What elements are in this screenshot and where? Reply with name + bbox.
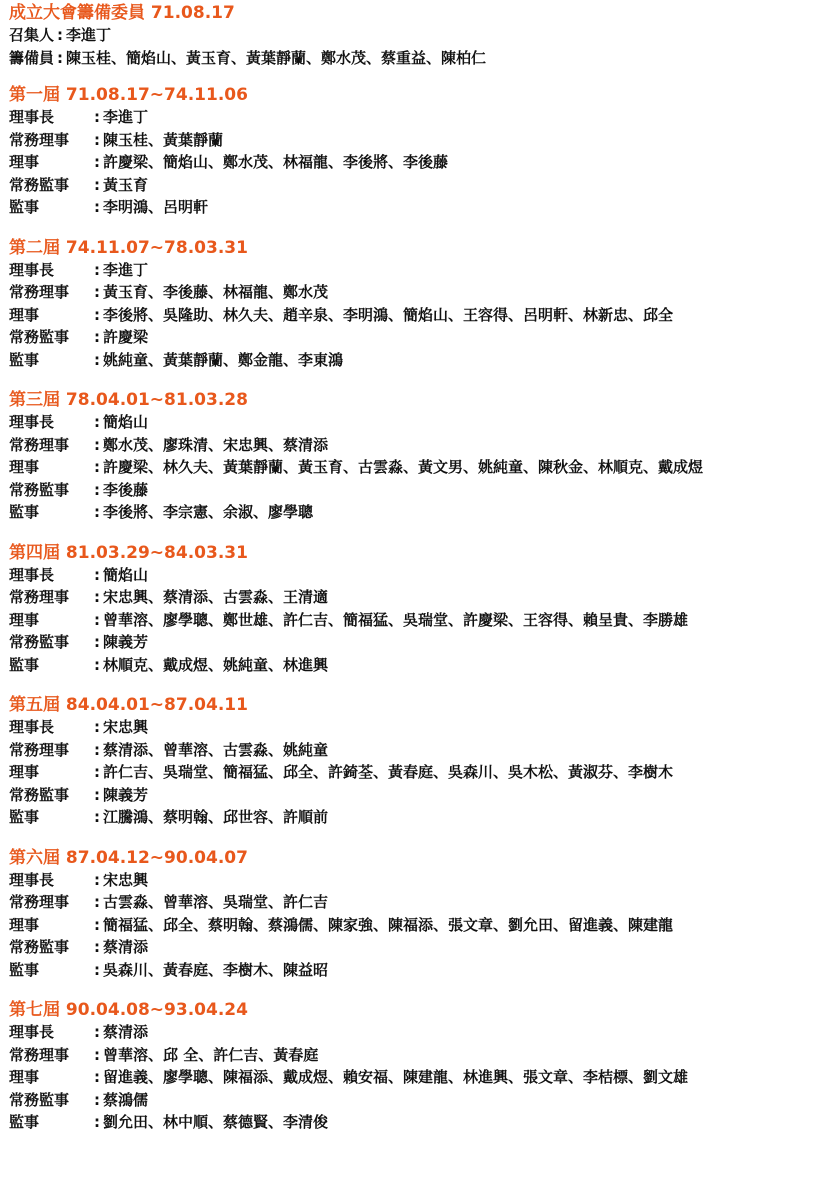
label-char: 監 — [9, 655, 25, 674]
label-char: 事 — [24, 458, 40, 476]
director-label — [9, 304, 91, 327]
standing-supervisor-value: 陳義芳 — [103, 633, 149, 651]
colon: : — [94, 153, 100, 171]
colon: : — [94, 588, 100, 606]
colon: : — [94, 283, 100, 301]
label-char: 事 — [24, 655, 40, 674]
standing-director-value: 鄭水茂、廖珠清、宋忠興、蔡清添 — [103, 435, 329, 454]
chairman-value: 簡焰山 — [103, 565, 149, 584]
chairman-label — [9, 259, 91, 282]
chairman-row — [9, 259, 840, 282]
label-char: 理 — [9, 260, 25, 279]
preparers-row — [9, 47, 840, 70]
standing-supervisor-row — [9, 936, 840, 959]
label-char: 理 — [9, 458, 25, 476]
standing-director-row — [9, 434, 840, 457]
term-heading: 第四屆 81.03.29~84.03.31 — [9, 542, 248, 563]
label-char: 理 — [9, 565, 25, 584]
label-char: 事 — [24, 763, 40, 781]
colon: : — [57, 26, 64, 44]
label-char: 事 — [24, 1023, 40, 1041]
label-char: 事 — [24, 960, 40, 979]
colon: : — [94, 480, 100, 499]
standing-director-row — [9, 1044, 840, 1067]
terms-list — [9, 69, 840, 1134]
term-heading: 第五屆 84.04.01~87.04.11 — [9, 695, 248, 715]
standing-director-row — [9, 891, 840, 914]
term-section-6 — [9, 847, 840, 982]
colon: : — [94, 915, 100, 934]
label-char: 事 — [24, 718, 40, 736]
label-char: 事 — [24, 808, 40, 826]
chairman-value: 李進丁 — [103, 260, 149, 279]
section-gap — [9, 219, 840, 237]
label-char: 事 — [24, 305, 40, 324]
label-char: 理 — [9, 108, 25, 126]
supervisor-label — [9, 501, 91, 524]
colon: : — [94, 328, 100, 346]
director-value: 簡福猛、邱全、蔡明翰、蔡鴻儒、陳家強、陳福添、張文章、劉允田、留進義、陳建龍 — [103, 915, 674, 934]
label-char: 長 — [39, 413, 55, 431]
label-char: 長 — [39, 260, 55, 279]
director-value: 許慶梁、簡焰山、鄭水茂、林福龍、李後將、李後藤 — [103, 153, 449, 171]
chairman-value: 宋忠興 — [103, 718, 149, 736]
supervisor-row — [9, 349, 840, 372]
colon: : — [94, 130, 100, 149]
label-char: 理 — [9, 915, 25, 934]
standing-supervisor-value: 黃玉育 — [103, 175, 149, 194]
director-label — [9, 914, 91, 937]
label-char: 事 — [24, 870, 40, 889]
term-heading: 第二屆 74.11.07~78.03.31 — [9, 237, 248, 258]
chairman-value: 簡焰山 — [103, 413, 149, 431]
supervisor-label — [9, 196, 91, 219]
founding-heading: 成立大會籌備委員 71.08.17 — [9, 3, 235, 23]
label-char: 監 — [9, 1113, 25, 1131]
director-value: 曾華溶、廖學聰、鄭世雄、許仁吉、簡福猛、吳瑞堂、許慶梁、王容得、賴呈貴、李勝雄 — [103, 610, 689, 629]
standing-supervisor-row — [9, 479, 840, 502]
colon: : — [94, 763, 100, 781]
chairman-label — [9, 716, 91, 739]
term-section-2 — [9, 237, 840, 372]
label-char: 理 — [9, 718, 25, 736]
standing-director-value: 古雲淼、曾華溶、吳瑞堂、許仁吉 — [103, 893, 329, 911]
supervisor-value: 江騰鴻、蔡明翰、邱世容、許順前 — [103, 808, 329, 826]
chairman-value: 李進丁 — [103, 108, 149, 126]
supervisor-value: 林順克、戴成煜、姚純童、林進興 — [103, 655, 329, 674]
director-row — [9, 914, 840, 937]
label-char: 事 — [24, 1068, 40, 1086]
supervisor-value: 吳森川、黃春庭、李樹木、陳益昭 — [103, 960, 329, 979]
section-gap — [9, 69, 840, 84]
standing-supervisor-value: 蔡清添 — [103, 938, 149, 956]
chairman-value: 蔡清添 — [103, 1023, 149, 1041]
standing-supervisor-label: 常務監事 — [9, 633, 70, 651]
label-char: 事 — [24, 915, 40, 934]
colon: : — [94, 893, 100, 911]
label-char: 理 — [9, 153, 25, 171]
supervisor-value: 李後將、李宗憲、余淑、廖學聰 — [103, 503, 314, 521]
colon: : — [94, 260, 100, 279]
label-char: 監 — [9, 503, 25, 521]
label-char: 理 — [9, 413, 25, 431]
chairman-value: 宋忠興 — [103, 870, 149, 889]
standing-director-row — [9, 281, 840, 304]
section-gap — [9, 829, 840, 847]
term-section-4 — [9, 542, 840, 677]
supervisor-value: 姚純童、黃葉靜蘭、鄭金龍、李東鴻 — [103, 350, 344, 369]
director-row — [9, 304, 840, 327]
colon: : — [94, 565, 100, 584]
supervisor-label — [9, 349, 91, 372]
chairman-row — [9, 869, 840, 892]
label-char: 長 — [39, 870, 55, 889]
founding-committee — [9, 2, 840, 69]
standing-director-value: 黃玉育、李後藤、林福龍、鄭水茂 — [103, 283, 329, 301]
colon: : — [94, 198, 100, 216]
label-char: 理 — [9, 1023, 25, 1041]
term-section-3 — [9, 389, 840, 524]
standing-director-label: 常務理事 — [9, 588, 70, 606]
standing-director-value: 陳玉桂、黃葉靜蘭 — [103, 130, 224, 149]
director-value: 許慶梁、林久夫、黃葉靜蘭、黃玉育、古雲淼、黃文男、姚純童、陳秋金、林順克、戴成煜 — [103, 458, 704, 476]
chairman-row — [9, 716, 840, 739]
standing-director-label: 常務理事 — [9, 1045, 70, 1064]
term-section-5 — [9, 694, 840, 829]
chairman-label — [9, 1021, 91, 1044]
label-char: 理 — [9, 610, 25, 629]
standing-director-row — [9, 739, 840, 762]
standing-director-row — [9, 129, 840, 152]
label-char: 事 — [24, 153, 40, 171]
supervisor-row — [9, 959, 840, 982]
label-char: 監 — [9, 350, 25, 369]
chairman-label — [9, 564, 91, 587]
label-char: 事 — [24, 350, 40, 369]
standing-supervisor-label: 常務監事 — [9, 785, 70, 804]
director-value: 留進義、廖學聰、陳福添、戴成煜、賴安福、陳建龍、林進興、張文章、李桔標、劉文雄 — [103, 1068, 689, 1086]
label-char: 事 — [24, 198, 40, 216]
standing-supervisor-label: 常務監事 — [9, 328, 70, 346]
supervisor-value: 劉允田、林中順、蔡德賢、李清俊 — [103, 1113, 329, 1131]
standing-supervisor-label: 常務監事 — [9, 938, 70, 956]
convener-row — [9, 24, 840, 47]
standing-supervisor-row — [9, 1089, 840, 1112]
label-char: 理 — [9, 1068, 25, 1086]
label-char: 監 — [9, 198, 25, 216]
colon: : — [94, 1113, 100, 1131]
director-value: 許仁吉、吳瑞堂、簡福猛、邱全、許錡荃、黃春庭、吳森川、吳木松、黃淑芬、李樹木 — [103, 763, 674, 781]
colon: : — [94, 175, 100, 194]
standing-supervisor-row — [9, 784, 840, 807]
chairman-label — [9, 411, 91, 434]
colon: : — [94, 633, 100, 651]
colon: : — [94, 503, 100, 521]
supervisor-value: 李明鴻、呂明軒 — [103, 198, 209, 216]
colon: : — [94, 718, 100, 736]
label-char: 長 — [39, 565, 55, 584]
supervisor-row — [9, 196, 840, 219]
convener-label: 召集人 — [9, 26, 55, 44]
director-label — [9, 1066, 91, 1089]
director-row — [9, 1066, 840, 1089]
standing-supervisor-row — [9, 326, 840, 349]
colon: : — [94, 938, 100, 956]
term-heading: 第一屆 71.08.17~74.11.06 — [9, 85, 248, 105]
standing-supervisor-label: 常務監事 — [9, 1090, 70, 1109]
chairman-row — [9, 106, 840, 129]
director-row — [9, 609, 840, 632]
colon: : — [94, 808, 100, 826]
supervisor-label — [9, 654, 91, 677]
section-gap — [9, 981, 840, 999]
preparers-label: 籌備員 — [9, 48, 55, 67]
standing-supervisor-row — [9, 174, 840, 197]
colon: : — [94, 413, 100, 431]
colon: : — [94, 655, 100, 674]
standing-supervisor-value: 李後藤 — [103, 480, 149, 499]
standing-supervisor-label: 常務監事 — [9, 175, 70, 194]
label-char: 長 — [39, 718, 55, 736]
director-label — [9, 456, 91, 479]
term-section-1 — [9, 84, 840, 219]
standing-supervisor-label: 常務監事 — [9, 480, 70, 499]
director-label — [9, 761, 91, 784]
chairman-row — [9, 411, 840, 434]
supervisor-row — [9, 1111, 840, 1134]
standing-supervisor-value: 許慶梁 — [103, 328, 149, 346]
supervisor-row — [9, 654, 840, 677]
supervisor-label — [9, 1111, 91, 1134]
label-char: 理 — [9, 870, 25, 889]
label-char: 理 — [9, 763, 25, 781]
convener-value: 李進丁 — [66, 26, 112, 44]
standing-supervisor-value: 陳義芳 — [103, 785, 149, 804]
standing-director-value: 宋忠興、蔡清添、古雲淼、王清適 — [103, 588, 329, 606]
term-section-7 — [9, 999, 840, 1134]
term-heading: 第六屆 87.04.12~90.04.07 — [9, 847, 248, 868]
supervisor-row — [9, 501, 840, 524]
director-value: 李後將、吳隆助、林久夫、趙辛泉、李明鴻、簡焰山、王容得、呂明軒、林新忠、邱全 — [103, 305, 674, 324]
colon: : — [94, 435, 100, 454]
colon: : — [94, 785, 100, 804]
label-char: 長 — [39, 108, 55, 126]
section-gap — [9, 524, 840, 542]
standing-director-label: 常務理事 — [9, 740, 70, 759]
colon: : — [94, 740, 100, 759]
colon: : — [94, 458, 100, 476]
director-row — [9, 151, 840, 174]
standing-director-label: 常務理事 — [9, 435, 70, 454]
standing-director-value: 蔡清添、曾華溶、古雲淼、姚純童 — [103, 740, 329, 759]
chairman-row — [9, 1021, 840, 1044]
section-gap — [9, 371, 840, 389]
standing-director-row — [9, 586, 840, 609]
standing-director-label: 常務理事 — [9, 893, 70, 911]
colon: : — [94, 1045, 100, 1064]
standing-director-label: 常務理事 — [9, 283, 70, 301]
chairman-row — [9, 564, 840, 587]
colon: : — [94, 960, 100, 979]
colon: : — [94, 305, 100, 324]
standing-director-value: 曾華溶、邱 全、許仁吉、黃春庭 — [103, 1045, 319, 1064]
colon: : — [94, 1090, 100, 1109]
colon: : — [94, 1068, 100, 1086]
label-char: 監 — [9, 960, 25, 979]
label-char: 事 — [24, 1113, 40, 1131]
label-char: 理 — [9, 305, 25, 324]
chairman-label — [9, 869, 91, 892]
colon: : — [57, 48, 64, 67]
director-label — [9, 609, 91, 632]
director-row — [9, 456, 840, 479]
supervisor-label — [9, 806, 91, 829]
director-label — [9, 151, 91, 174]
section-gap — [9, 676, 840, 694]
label-char: 事 — [24, 610, 40, 629]
label-char: 事 — [24, 565, 40, 584]
supervisor-label — [9, 959, 91, 982]
colon: : — [94, 108, 100, 126]
label-char: 事 — [24, 260, 40, 279]
label-char: 事 — [24, 413, 40, 431]
supervisor-row — [9, 806, 840, 829]
label-char: 長 — [39, 1023, 55, 1041]
colon: : — [94, 1023, 100, 1041]
colon: : — [94, 350, 100, 369]
chairman-label — [9, 106, 91, 129]
standing-director-label: 常務理事 — [9, 130, 70, 149]
standing-supervisor-row — [9, 631, 840, 654]
label-char: 事 — [24, 108, 40, 126]
colon: : — [94, 610, 100, 629]
director-row — [9, 761, 840, 784]
label-char: 事 — [24, 503, 40, 521]
term-heading: 第三屆 78.04.01~81.03.28 — [9, 390, 248, 410]
standing-supervisor-value: 蔡鴻儒 — [103, 1090, 149, 1109]
colon: : — [94, 870, 100, 889]
term-heading: 第七屆 90.04.08~93.04.24 — [9, 1000, 248, 1020]
preparers-value: 陳玉桂、簡焰山、黃玉育、黃葉靜蘭、鄭水茂、蔡重益、陳柏仁 — [66, 48, 487, 67]
label-char: 監 — [9, 808, 25, 826]
